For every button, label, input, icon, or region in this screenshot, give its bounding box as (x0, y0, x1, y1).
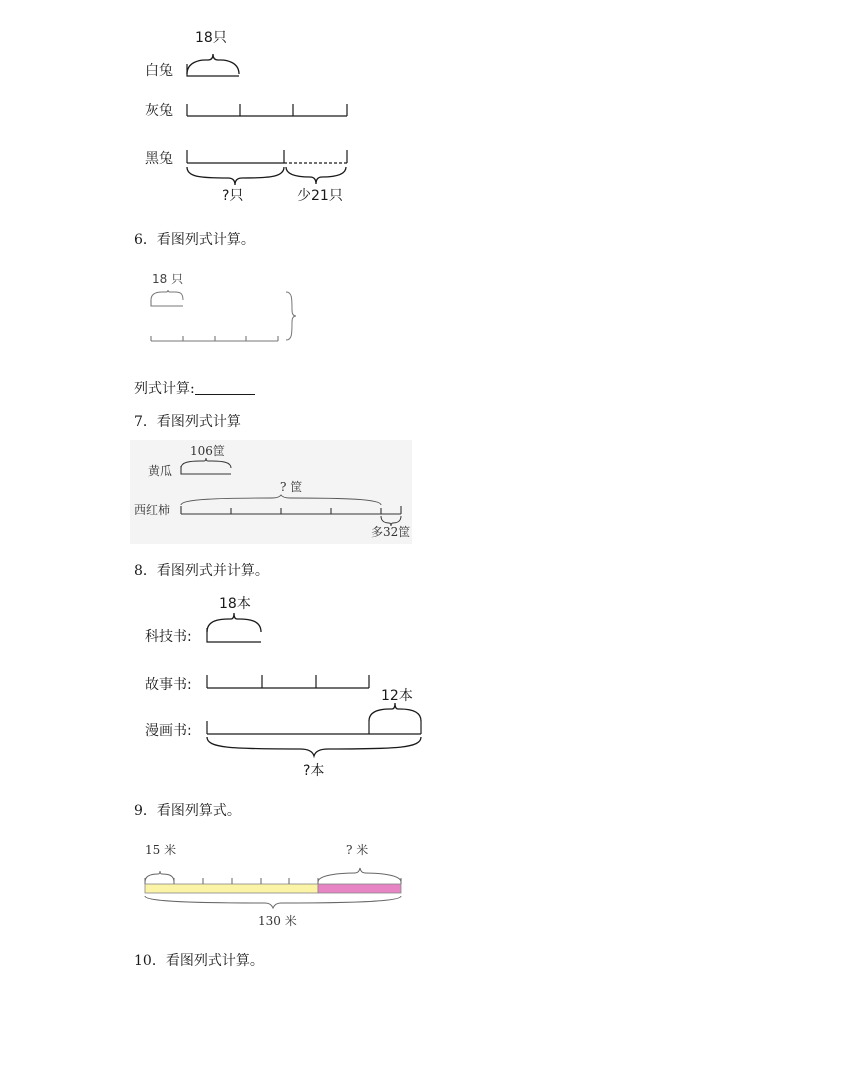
q6-short-bar (151, 300, 183, 306)
question-9 (134, 800, 241, 820)
question-number: 8． (134, 563, 157, 579)
question-6 (134, 229, 255, 249)
question-number: 6． (134, 232, 157, 248)
story-book-bar (207, 675, 369, 688)
comic-extra-label: 12本 (381, 688, 413, 704)
black-rabbit-question-label: ?只 (222, 188, 244, 204)
answer-blank[interactable] (195, 394, 255, 395)
q8-diagram (0, 588, 860, 783)
question-7 (134, 411, 241, 431)
q7-background (130, 440, 412, 544)
question-number: 7． (134, 414, 157, 430)
science-book-brace (207, 613, 261, 632)
science-book-count-label: 18本 (219, 596, 251, 612)
question-10 (134, 950, 264, 970)
q9-ticks (145, 878, 401, 884)
answer-prefix: 列式计算: (134, 381, 195, 397)
gray-rabbit-bar (187, 104, 347, 116)
question-text: 看图列算式。 (156, 803, 241, 819)
q9-question-brace (318, 868, 401, 882)
comic-question-label: ?本 (303, 763, 325, 779)
rabbit-diagram (0, 0, 860, 220)
q9-segment-label: 15 米 (145, 843, 177, 857)
story-book-label: 故事书: (145, 677, 192, 693)
difference-label: 少21只 (297, 188, 343, 204)
white-rabbit-count-label: 18只 (195, 30, 227, 46)
science-book-label: 科技书: (145, 629, 192, 645)
q7-diagram (0, 438, 860, 548)
q6-side-brace (286, 292, 296, 340)
question-number: 10． (134, 953, 166, 969)
cucumber-count-label: 106筐 (190, 444, 225, 458)
q6-long-bar (151, 336, 278, 341)
question-text: 看图列式计算。 (165, 953, 264, 969)
tomato-more-label: 多32筐 (371, 525, 411, 539)
white-rabbit-brace (187, 54, 239, 74)
black-rabbit-brace (187, 167, 284, 185)
question-text: 看图列式计算。 (156, 232, 255, 248)
q9-known-bar (145, 884, 318, 893)
tomato-question-label: ? 筐 (280, 480, 303, 494)
difference-brace (286, 167, 346, 184)
white-rabbit-bar (187, 64, 239, 76)
cucumber-label: 黄瓜 (148, 464, 173, 478)
black-rabbit-label: 黑兔 (145, 151, 173, 167)
white-rabbit-label: 白兔 (145, 63, 173, 79)
q9-total-label: 130 米 (258, 914, 297, 928)
q6-segment-label: 18 只 (152, 272, 184, 286)
question-number: 9． (134, 803, 157, 819)
black-rabbit-bar (187, 150, 347, 163)
q9-total-brace (145, 896, 401, 908)
gray-rabbit-label: 灰兔 (145, 103, 173, 119)
q9-unknown-bar (318, 884, 401, 893)
q6-answer-line (134, 378, 255, 398)
question-text: 看图列式并计算。 (156, 563, 269, 579)
comic-book-bar (207, 721, 421, 734)
science-book-bar (207, 628, 261, 642)
q9-segment-brace (145, 871, 174, 882)
q9-diagram (0, 835, 860, 935)
question-8 (134, 560, 269, 580)
q6-diagram (0, 260, 860, 360)
q6-top-brace (151, 290, 183, 300)
question-text: 看图列式计算 (156, 414, 241, 430)
comic-total-brace (207, 737, 421, 756)
tomato-label: 西红柿 (134, 503, 171, 517)
comic-extra-brace (369, 703, 421, 721)
q9-question-label: ? 米 (346, 843, 369, 857)
comic-book-label: 漫画书: (145, 723, 192, 739)
